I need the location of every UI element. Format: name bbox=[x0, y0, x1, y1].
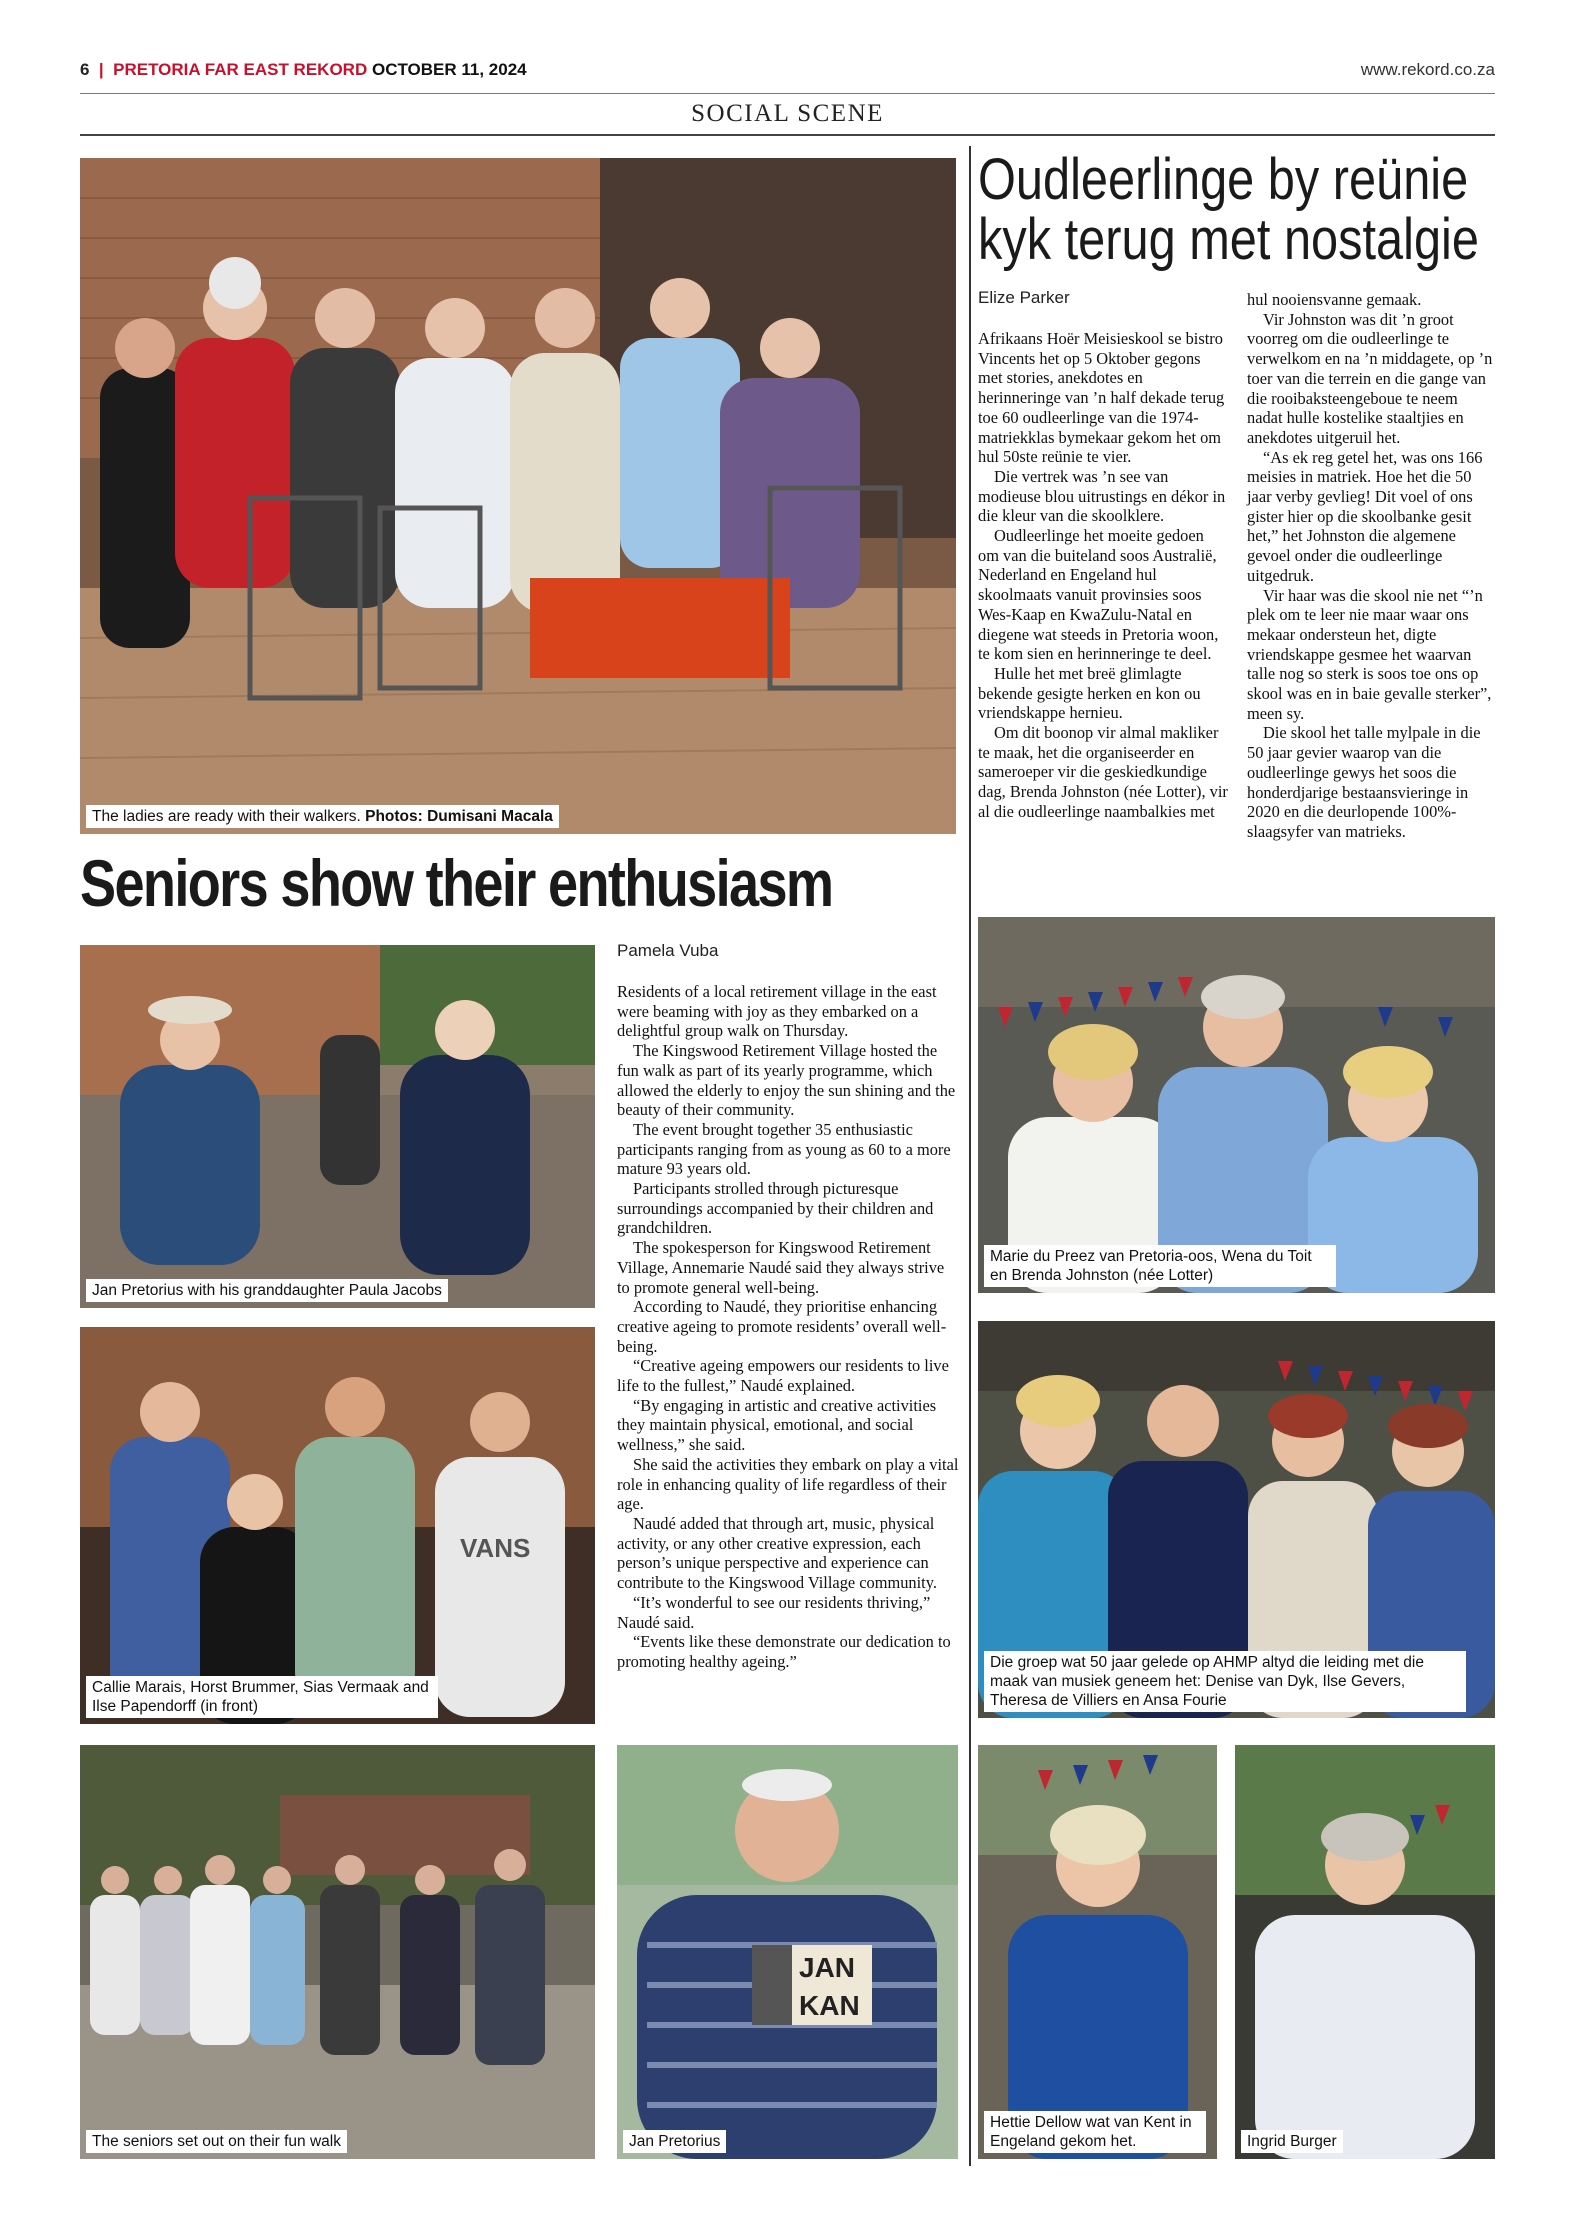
article-paragraph: Afrikaans Hoër Meisieskool se bistro Vincents het op 5 Oktober gegons met stories, anekdotes en herinneringe van ’n half dekade terug toe 60 oudleerlinge van die 1974-matriekklas bymekaar gekom het om hul 50ste reünie te vier. bbox=[978, 329, 1225, 467]
section-title: SOCIAL SCENE bbox=[691, 100, 884, 127]
website-link[interactable]: www.rekord.co.za bbox=[1360, 60, 1495, 79]
photo-jan-pretorius bbox=[617, 1745, 958, 2159]
article-paragraph: She said the activities they embark on play a vital role in enhancing quality of life regardless of their age. bbox=[617, 1454, 959, 1514]
photo-hettie-dellow bbox=[978, 1745, 1217, 2159]
article-paragraph: Die vertrek was ’n see van modieuse blou uitrustings en dékor in die kleur van die skoolklere. bbox=[978, 466, 1226, 526]
photo-trio bbox=[978, 917, 1495, 1293]
article-paragraph: Participants strolled through picturesque surroundings accompanied by their children and grandchildren. bbox=[617, 1179, 934, 1238]
article-paragraph: “Creative ageing empowers our residents to live life to the fullest,” Naudé explained. bbox=[617, 1356, 949, 1396]
sign-text-jan: JAN bbox=[799, 1952, 856, 1983]
headline-line-1: Oudleerlinge by reünie bbox=[978, 147, 1469, 212]
caption-group-men: Callie Marais, Horst Brummer, Sias Vermaak and Ilse Papendorff (in front) bbox=[86, 1676, 438, 1718]
column-divider bbox=[969, 146, 971, 2166]
photo-group-men bbox=[80, 1327, 595, 1724]
page-header bbox=[80, 60, 1495, 90]
article-paragraph: According to Naudé, they prioritise enhancing creative ageing to promote residents’ overall well-being. bbox=[617, 1297, 947, 1356]
caption-jan-pretorius: Jan Pretorius bbox=[623, 2130, 726, 2153]
photo-ingrid-burger bbox=[1235, 1745, 1495, 2159]
article-paragraph: Hulle het met breë glimlagte bekende gesigte herken en kon ou vriendskappe hernieu. bbox=[978, 663, 1201, 723]
article-paragraph: Om dit boonop vir almal makliker te maak, het die organiseerder en sameroeper vir die geskiedkundige dag, Brenda Johnston (née Lotter), vir al die oudleerlinge naambalkies met bbox=[978, 723, 1228, 821]
article-paragraph: “By engaging in artistic and creative activities they maintain physical, emotional, and social wellness,” she said. bbox=[617, 1395, 937, 1455]
publication-date: OCTOBER 11, 2024 bbox=[371, 60, 527, 79]
photo-ladies-walkers bbox=[80, 158, 956, 834]
photo-fun-walk bbox=[80, 1745, 595, 2159]
article-paragraph: hul nooiensvanne gemaak. bbox=[1247, 290, 1422, 309]
page-number: 6 bbox=[80, 60, 90, 79]
article-paragraph: The Kingswood Retirement Village hosted the fun walk as part of its yearly programme, which allowed the elderly to enjoy the sun shining and the beauty of their community. bbox=[617, 1041, 956, 1120]
headline-line-2: kyk terug met nostalgie bbox=[978, 207, 1479, 272]
publication-name: PRETORIA FAR EAST REKORD bbox=[113, 60, 368, 79]
byline-afrikaans: Elize Parker bbox=[978, 288, 1070, 307]
header-rule bbox=[80, 93, 1495, 94]
headline-oudleerlinge bbox=[978, 147, 1479, 272]
sign-text-kan: KAN bbox=[799, 1990, 860, 2021]
shirt-text: VANS bbox=[460, 1533, 531, 1563]
article-paragraph: The event brought together 35 enthusiastic participants ranging from as young as 60 to a more mature 93 years old. bbox=[617, 1119, 951, 1179]
caption-trio: Marie du Preez van Pretoria-oos, Wena du Toit en Brenda Johnston (née Lotter) bbox=[984, 1245, 1336, 1287]
article-paragraph: Die skool het talle mylpale in die 50 jaar gevier waarop van die oudleerlinge gewys het soos die honderdjarige bestaansvieringe in 2020 en die deurlopende 100%-slaagsyfer van matrieks. bbox=[1247, 723, 1481, 841]
article-paragraph: “As ek reg getel het, was ons 166 meisies in matriek. Hoe het die 50 jaar verby gevlieg! Dit voel of ons gister hier op die skoolbanke gesit het,” het Johnston die algemene gevoel onder die oudleerlinge uitgedruk. bbox=[1247, 447, 1483, 585]
article-paragraph: Vir Johnston was dit ’n groot voorreg om die oudleerlinge te verwelkom en na ’n middagete, op ’n toer van die terrein en die gange van die rooibaksteengeboue te neem nadat hulle kostelike staaltjies en anekdotes uitgeruil het. bbox=[1247, 309, 1493, 447]
afrikaans-column-1 bbox=[978, 329, 1228, 822]
photo-jan-paula bbox=[80, 945, 595, 1308]
photo-credit: Photos: Dumisani Macala bbox=[365, 808, 553, 825]
caption-hettie: Hettie Dellow wat van Kent in Engeland gekom het. bbox=[984, 2111, 1206, 2153]
header-separator: | bbox=[98, 60, 104, 79]
caption-ladies-walkers bbox=[86, 805, 559, 828]
caption-jan-paula: Jan Pretorius with his granddaughter Paula Jacobs bbox=[86, 1279, 448, 1302]
afrikaans-column-2 bbox=[1247, 290, 1497, 842]
caption-fun-walk: The seniors set out on their fun walk bbox=[86, 2130, 347, 2153]
article-paragraph: “It’s wonderful to see our residents thriving,” Naudé said. bbox=[617, 1592, 931, 1632]
article-paragraph: Naudé added that through art, music, physical activity, or any other creative expression, each person’s unique perspective and experience can contribute to the Kingswood Village community. bbox=[617, 1513, 937, 1593]
article-paragraph: Oudleerlinge het moeite gedoen om van die buiteland soos Australië, Nederland en Engeland hul skoolmaats vanuit provinsies soos Wes-Kaap en KwaZulu-Natal en diegene wat steeds in Pretoria woon, te kom sien en herinneringe te deel. bbox=[978, 526, 1219, 664]
caption-text: The ladies are ready with their walkers. bbox=[92, 808, 361, 825]
photo-group-four bbox=[978, 1321, 1495, 1718]
caption-ingrid: Ingrid Burger bbox=[1241, 2130, 1343, 2153]
headline-seniors: Seniors show their enthusiasm bbox=[80, 846, 833, 920]
caption-group-four: Die groep wat 50 jaar gelede op AHMP altyd die leiding met die maak van musiek geneem het: Denise van Dyk, Ilse Gevers, Theresa de Villiers en Ansa Fourie bbox=[984, 1651, 1466, 1712]
byline-english: Pamela Vuba bbox=[617, 941, 719, 960]
english-article-body bbox=[617, 982, 959, 1672]
article-paragraph: Vir haar was die skool nie net “’n plek om te leer nie maar waar ons mekaar ondersteun het, digte vriendskappe gesmee het waarvan talle nog so sterk is soos toe ons op skool was en in baie gevalle sterker”, meen sy. bbox=[1247, 585, 1492, 723]
article-paragraph: The spokesperson for Kingswood Retirement Village, Annemarie Naudé said they always strive to promote general well-being. bbox=[617, 1238, 945, 1297]
article-paragraph: Residents of a local retirement village in the east were beaming with joy as they embarked on a delightful group walk on Thursday. bbox=[617, 982, 937, 1041]
article-paragraph: “Events like these demonstrate our dedication to promoting healthy ageing.” bbox=[617, 1632, 951, 1671]
section-rule bbox=[80, 134, 1495, 136]
